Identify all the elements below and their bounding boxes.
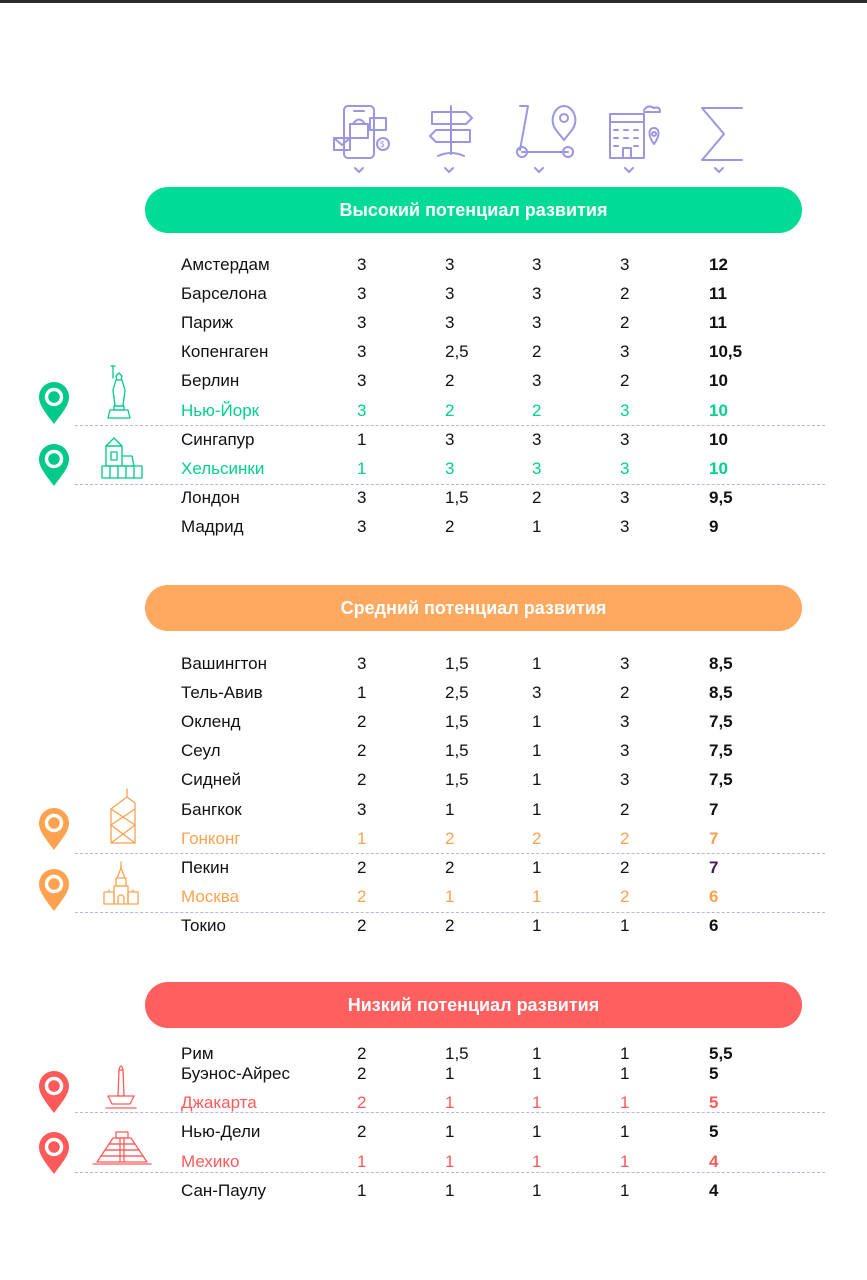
score-3: 1 [532, 517, 542, 536]
total-score: 10 [709, 430, 728, 449]
city-name: Лондон [181, 488, 240, 507]
score-4: 2 [620, 313, 630, 332]
score-3: 1 [532, 1152, 542, 1171]
score-1: 3 [357, 371, 367, 390]
score-1: 1 [357, 683, 367, 702]
city-name: Тель-Авив [181, 683, 263, 702]
city-name: Буэнос-Айрес [181, 1064, 291, 1083]
score-4: 1 [620, 1064, 630, 1083]
score-3: 1 [532, 887, 542, 906]
table-row [0, 708, 867, 737]
score-1: 2 [357, 916, 367, 935]
total-score: 5 [709, 1064, 719, 1083]
scooter-location-icon [508, 100, 578, 180]
total-score: 7,5 [709, 770, 733, 789]
separator [75, 912, 825, 913]
city-name: Мадрид [181, 517, 244, 536]
score-4: 3 [620, 401, 630, 420]
signpost-icon [418, 100, 488, 180]
total-score: 8,5 [709, 683, 733, 702]
score-3: 3 [532, 371, 542, 390]
table-row [0, 912, 867, 941]
score-2: 2,5 [445, 342, 469, 361]
score-2: 1,5 [445, 1044, 469, 1063]
separator [75, 1172, 825, 1173]
city-name: Амстердам [181, 255, 270, 274]
separator [75, 425, 825, 426]
score-3: 3 [532, 459, 542, 478]
score-3: 1 [532, 1093, 542, 1112]
city-name: Сингапур [181, 430, 255, 449]
helsinki-cathedral-icon [100, 434, 144, 487]
building-location-icon [598, 100, 668, 180]
score-2: 1,5 [445, 741, 469, 760]
score-1: 3 [357, 654, 367, 673]
score-3: 2 [532, 401, 542, 420]
score-3: 3 [532, 430, 542, 449]
city-name: Париж [181, 313, 233, 332]
score-3: 1 [532, 741, 542, 760]
city-name: Барселона [181, 284, 267, 303]
location-pin-icon [37, 868, 71, 912]
kremlin-tower-icon [101, 860, 141, 913]
score-1: 1 [357, 829, 367, 848]
score-2: 1 [445, 1181, 455, 1200]
table-row [0, 309, 867, 338]
total-score: 5,5 [709, 1044, 733, 1063]
score-3: 1 [532, 770, 542, 789]
city-name: Берлин [181, 371, 240, 390]
score-4: 3 [620, 255, 630, 274]
score-2: 3 [445, 430, 455, 449]
city-name: Окленд [181, 712, 241, 731]
score-4: 2 [620, 683, 630, 702]
total-score: 5 [709, 1093, 719, 1112]
total-score: 7,5 [709, 712, 733, 731]
score-2: 1,5 [445, 712, 469, 731]
score-4: 3 [620, 430, 630, 449]
total-score: 9,5 [709, 488, 733, 507]
score-2: 2 [445, 916, 455, 935]
score-2: 1 [445, 1064, 455, 1083]
score-1: 2 [357, 1122, 367, 1141]
city-name: Пекин [181, 858, 229, 877]
total-score: 10,5 [709, 342, 743, 361]
score-2: 2 [445, 371, 455, 390]
score-1: 3 [357, 488, 367, 507]
table-row [0, 338, 867, 367]
city-name: Копенгаген [181, 342, 269, 361]
location-pin-icon [37, 443, 71, 487]
score-2: 2 [445, 401, 455, 420]
separator [75, 1112, 825, 1113]
score-4: 3 [620, 741, 630, 760]
location-pin-icon [37, 1131, 71, 1175]
score-3: 1 [532, 654, 542, 673]
city-name: Вашингтон [181, 654, 267, 673]
city-name: Москва [181, 887, 240, 906]
city-name: Сеул [181, 741, 221, 760]
score-3: 1 [532, 800, 542, 819]
location-pin-icon [37, 807, 71, 851]
total-score: 7 [709, 800, 719, 819]
total-score: 10 [709, 401, 728, 420]
score-3: 3 [532, 284, 542, 303]
table-row [0, 650, 867, 679]
total-score: 5 [709, 1122, 719, 1141]
table-row [0, 484, 867, 513]
total-score: 6 [709, 916, 719, 935]
score-2: 3 [445, 459, 455, 478]
score-2: 1,5 [445, 770, 469, 789]
section-banner-low: Низкий потенциал развития [145, 982, 802, 1028]
city-name: Мехико [181, 1152, 240, 1171]
total-score: 7 [709, 829, 719, 848]
score-4: 1 [620, 916, 630, 935]
city-name: Бангкок [181, 800, 242, 819]
score-4: 2 [620, 887, 630, 906]
score-4: 3 [620, 342, 630, 361]
score-4: 1 [620, 1152, 630, 1171]
city-name: Гонконг [181, 829, 241, 848]
city-name: Нью-Дели [181, 1122, 261, 1141]
total-score: 12 [709, 255, 728, 274]
score-1: 2 [357, 770, 367, 789]
score-2: 3 [445, 255, 455, 274]
score-3: 3 [532, 255, 542, 274]
score-4: 3 [620, 770, 630, 789]
city-name: Токио [181, 916, 226, 935]
score-1: 2 [357, 887, 367, 906]
section-banner-high: Высокий потенциал развития [145, 187, 802, 233]
table-row [0, 1177, 867, 1206]
score-1: 3 [357, 255, 367, 274]
score-2: 3 [445, 313, 455, 332]
score-4: 3 [620, 712, 630, 731]
total-score: 8,5 [709, 654, 733, 673]
section-banner-mid: Средний потенциал развития [145, 585, 802, 631]
table-row [0, 280, 867, 309]
score-2: 3 [445, 284, 455, 303]
total-score: 11 [709, 284, 727, 303]
table-row [0, 513, 867, 542]
table-row [0, 679, 867, 708]
separator [75, 484, 825, 485]
score-2: 1 [445, 887, 455, 906]
location-pin-icon [37, 381, 71, 425]
score-2: 1,5 [445, 654, 469, 673]
city-name: Сидней [181, 770, 242, 789]
score-2: 1 [445, 1122, 455, 1141]
city-name: Сан-Паулу [181, 1181, 266, 1200]
score-1: 2 [357, 858, 367, 877]
score-1: 3 [357, 800, 367, 819]
score-4: 3 [620, 488, 630, 507]
table-row [0, 737, 867, 766]
score-1: 2 [357, 712, 367, 731]
score-1: 1 [357, 459, 367, 478]
table-row [0, 251, 867, 280]
score-3: 1 [532, 1122, 542, 1141]
score-4: 2 [620, 829, 630, 848]
score-1: 1 [357, 1181, 367, 1200]
score-2: 1 [445, 1152, 455, 1171]
score-3: 2 [532, 829, 542, 848]
score-1: 3 [357, 313, 367, 332]
score-2: 2,5 [445, 683, 469, 702]
monas-monument-icon [104, 1060, 138, 1117]
score-2: 1,5 [445, 488, 469, 507]
score-2: 2 [445, 858, 455, 877]
total-score: 4 [709, 1152, 719, 1171]
score-1: 2 [357, 741, 367, 760]
total-score: 7 [709, 858, 719, 877]
score-2: 2 [445, 829, 455, 848]
shopping-phone-icon [328, 100, 398, 180]
total-score: 10 [709, 459, 728, 478]
score-3: 1 [532, 916, 542, 935]
city-name: Джакарта [181, 1093, 257, 1112]
score-4: 1 [620, 1181, 630, 1200]
score-1: 2 [357, 1044, 367, 1063]
score-4: 2 [620, 858, 630, 877]
score-3: 1 [532, 1044, 542, 1063]
score-1: 1 [357, 1152, 367, 1171]
score-1: 2 [357, 1093, 367, 1112]
score-2: 1 [445, 1093, 455, 1112]
score-1: 3 [357, 517, 367, 536]
score-1: 3 [357, 284, 367, 303]
score-3: 1 [532, 1181, 542, 1200]
top-border [0, 0, 867, 3]
total-score: 9 [709, 517, 719, 536]
score-1: 3 [357, 401, 367, 420]
bank-of-china-tower-icon [107, 787, 139, 850]
score-3: 3 [532, 683, 542, 702]
score-1: 2 [357, 1064, 367, 1083]
score-4: 2 [620, 284, 630, 303]
total-score: 6 [709, 887, 719, 906]
score-1: 1 [357, 430, 367, 449]
score-3: 1 [532, 712, 542, 731]
total-score: 4 [709, 1181, 719, 1200]
location-pin-icon [37, 1070, 71, 1114]
score-3: 2 [532, 488, 542, 507]
score-4: 1 [620, 1093, 630, 1112]
score-4: 2 [620, 371, 630, 390]
score-4: 3 [620, 654, 630, 673]
total-score: 11 [709, 313, 727, 332]
score-1: 3 [357, 342, 367, 361]
score-4: 1 [620, 1044, 630, 1063]
sigma-icon [688, 100, 758, 180]
total-score: 10 [709, 371, 728, 390]
score-2: 1 [445, 800, 455, 819]
total-score: 7,5 [709, 741, 733, 760]
separator [75, 853, 825, 854]
score-3: 3 [532, 313, 542, 332]
score-2: 2 [445, 517, 455, 536]
statue-of-liberty-icon [104, 364, 134, 425]
city-name: Нью-Йорк [181, 401, 260, 420]
score-4: 3 [620, 459, 630, 478]
score-3: 2 [532, 342, 542, 361]
city-name: Хельсинки [181, 459, 265, 478]
score-4: 3 [620, 517, 630, 536]
score-3: 1 [532, 1064, 542, 1083]
column-icons [0, 100, 867, 180]
svg-text:$: $ [380, 140, 385, 149]
score-3: 1 [532, 858, 542, 877]
score-4: 1 [620, 1122, 630, 1141]
score-4: 2 [620, 800, 630, 819]
city-name: Рим [181, 1044, 214, 1063]
pyramid-icon [91, 1128, 153, 1173]
